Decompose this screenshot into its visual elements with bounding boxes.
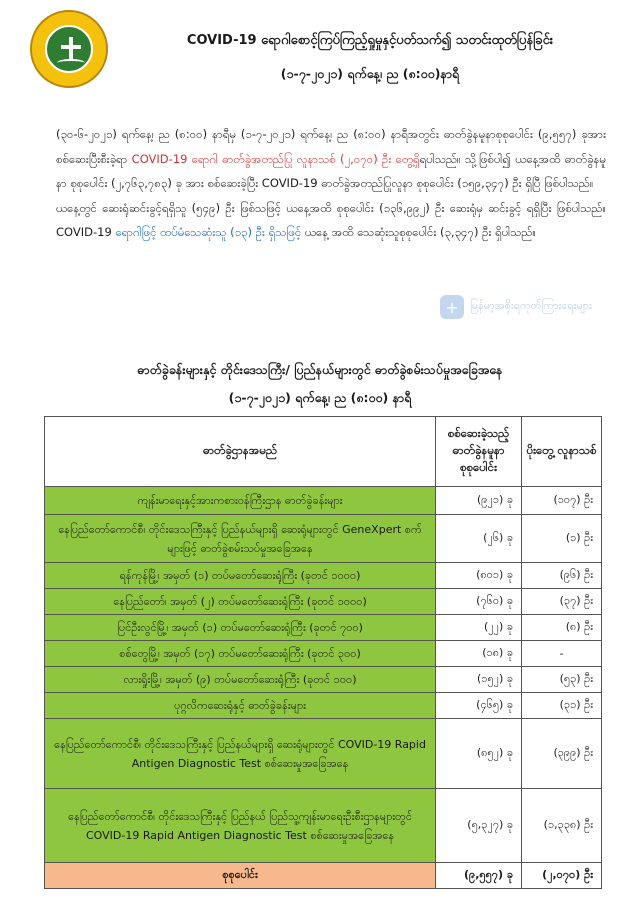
page-title: COVID-19 ရောဂါစောင့်ကြပ်ကြည့်ရှုမှုနှင့်ပတ်သက်၍ သတင်းထုတ်ပြန်ခြင်း [186, 33, 554, 48]
report-paragraph [56, 122, 606, 245]
row-positive: (၈) ဦး [522, 615, 602, 641]
row-tested: (၁၅၂) ခု [436, 667, 522, 693]
watermark [440, 290, 610, 324]
header-tested: စစ်ဆေးခဲ့သည့် ဓာတ်ခွဲနမူနာ စုစုပေါင်း [436, 417, 522, 487]
row-tested: (၅,၃၂၇) ခု [436, 789, 522, 863]
lab-stats-table [44, 416, 602, 889]
total-positive: (၂,၀၇၀) ဦး [522, 863, 602, 889]
section-title: ဓာတ်ခွဲခန်းများနှင့် တိုင်းဒေသကြီး/ ပြည်နယ်များတွင် ဓာတ်ခွဲစမ်းသပ်မှုအခြေအနေ [137, 362, 503, 377]
row-lab-name: စစ်တွေမြို့၊ အမှတ် (၁၇) တပ်မတော်ဆေးရုံကြီး (ခုတင် ၃၀၀) [45, 641, 436, 667]
header-lab-name: ဓာတ်ခွဲဌာနအမည် [45, 417, 436, 487]
row-tested: (၈၅၂) ခု [436, 719, 522, 789]
row-positive: (၁,၃၃၈) ဦး [522, 789, 602, 863]
table-row [45, 563, 602, 589]
table-row [45, 789, 602, 863]
row-lab-name: နေပြည်တော်ကောင်စီ၊ တိုင်းဒေသကြီးနှင့် ပြည်နယ်များရှိ ဆေးရုံများတွင် COVID-19 Rapid Antigen Diagnostic Test စစ်ဆေးမှုအခြေအနေ [45, 719, 436, 789]
para1-end: ရပါသည်။ သို့ဖြစ်ပါ၍ ယနေ့အထိ ဓာတ်ခွဲနမူနာ စုစုပေါင်း (၂,၇၆၃,၇၈၃) ခု အား စစ်ဆေးခဲ့ပြီး COVID-19 ဓာတ်ခွဲအတည်ပြုလူနာ စုစုပေါင်း (၁၅၉,၃၄၇) ဦး ရှိပြီ ဖြစ်ပါသည်။ [56, 151, 606, 190]
table-total-row [45, 863, 602, 889]
logo-emblem-icon [45, 25, 93, 73]
page-header [0, 0, 640, 110]
row-tested: (၈၀၁) ခု [436, 563, 522, 589]
row-tested: (၂၆) ခု [436, 515, 522, 563]
new-cases-highlight: COVID-19 ရောဂါ ဓာတ်ခွဲအတည်ပြု လူနာသစ် (၂,၀၇၀) ဦး တွေ့ရှိ [131, 151, 420, 166]
row-lab-name: နေပြည်တော်၊ အမှတ် (၂) တပ်မတော်ဆေးရုံကြီး (ခုတင် ၁၀၀၀) [45, 589, 436, 615]
row-positive: (၁) ဦး [522, 515, 602, 563]
plus-icon: + [440, 295, 464, 319]
table-header-row [45, 417, 602, 487]
table-row [45, 693, 602, 719]
table-row [45, 487, 602, 515]
row-lab-name: ကျန်းမာရေးနှင့်အားကစားဝန်ကြီးဌာန ဓာတ်ခွဲခန်းများ [45, 487, 436, 515]
total-label: စုစုပေါင်း [45, 863, 436, 889]
table-row [45, 667, 602, 693]
row-lab-name: လားရှိုးမြို့၊ အမှတ် (၉) တပ်မတော်ဆေးရုံကြီး (ခုတင် ၁၀၀) [45, 667, 436, 693]
table-row [45, 615, 602, 641]
row-positive: (၃၁) ဦး [522, 693, 602, 719]
total-tested: (၉,၅၅၇) ခု [436, 863, 522, 889]
row-positive: (၉၆) ဦး [522, 563, 602, 589]
page-date: (၁-၇-၂၀၂၁) ရက်နေ့၊ ည (၈:၀၀)နာရီ [280, 66, 460, 81]
table-row [45, 641, 602, 667]
section-date: (၁-၇-၂၀၂၁) ရက်နေ့၊ ည (၈:၀၀) နာရီ [228, 390, 412, 405]
table-row [45, 589, 602, 615]
table-row [45, 719, 602, 789]
row-tested: (၄၆၅) ခု [436, 693, 522, 719]
table-row [45, 515, 602, 563]
row-lab-name: နေပြည်တော်ကောင်စီ၊ တိုင်းဒေသကြီးနှင့် ပြည်နယ် ပြည်သူ့ကျန်းမာရေးဦးစီးဌာနများတွင် COVID-19 Rapid Antigen Diagnostic Test စစ်ဆေးမှုအခြေအနေ [45, 789, 436, 863]
row-lab-name: ပြင်ဦးလွင်မြို့၊ အမှတ် (၁) တပ်မတော်ဆေးရုံကြီး (ခုတင် ၇၀၀) [45, 615, 436, 641]
row-tested: (၂၂) ခု [436, 615, 522, 641]
watermark-text: မြန်မာ့အစိုးရကုတ်ကြားရေးများ [470, 299, 592, 312]
row-positive: (၅၃) ဦး [522, 667, 602, 693]
row-tested: (၇၆၀) ခု [436, 589, 522, 615]
row-lab-name: နေပြည်တော်ကောင်စီ၊ တိုင်းဒေသကြီးနှင့် ပြည်နယ်များရှိ ဆေးရုံများတွင် GeneXpert စက်များဖြင့် ဓာတ်ခွဲစမ်းသပ်မှုအခြေအနေ [45, 515, 436, 563]
row-tested: (၉၂၁) ခု [436, 487, 522, 515]
row-positive: (၃၉၉) ဦး [522, 719, 602, 789]
row-positive: - [522, 641, 602, 667]
deaths-highlight: ရောဂါဖြင့် ထပ်မံသေဆုံးသူ (၁၃) ဦး ရှိသဖြင့် [115, 225, 302, 239]
row-positive: (၁၀၇) ဦး [522, 487, 602, 515]
para2-end: ယနေ့ အထိ သေဆုံးသူစုစုပေါင်း (၃,၃၄၇) ဦး ရှိပါသည်။ [301, 225, 536, 239]
row-tested: (၁၈) ခု [436, 641, 522, 667]
row-lab-name: ပုဂ္ဂလိကဆေးရုံနှင့် ဓာတ်ခွဲခန်းများ [45, 693, 436, 719]
ministry-logo [30, 10, 108, 88]
row-positive: (၃၇) ဦး [522, 589, 602, 615]
header-positive: ပိုးတွေ့ လူနာသစ် [522, 417, 602, 487]
para2-start: ယနေ့တွင် ဆေးရုံဆင်းခွင့်ရရှိသူ (၅၄၉) ဦး ဖြစ်သဖြင့် ယနေ့အထိ စုစုပေါင်း (၁၃၆,၉၉၂) ဦး ဆေးရုံမှ ဆင်းခွင့် ရရှိပြီး ဖြစ်ပါသည်။ COVID-19 [56, 200, 606, 239]
para1-start: (၃၀-၆-၂၀၂၁) ရက်နေ့၊ ည (၈:၀၀) နာရီမှ (၁-၇-၂၀၂၁) ရက်နေ့၊ ည (၈:၀၀) နာရီအတွင်း ဓာတ်ခွဲနမူနာစုစုပေါင်း (၉,၅၅၇) ခုအား စစ်ဆေးပြီးစီးခဲ့ရာ [56, 127, 606, 166]
row-lab-name: ရန်ကုန်မြို့၊ အမှတ် (၁) တပ်မတော်ဆေးရုံကြီး (ခုတင် ၁၀၀၀) [45, 563, 436, 589]
